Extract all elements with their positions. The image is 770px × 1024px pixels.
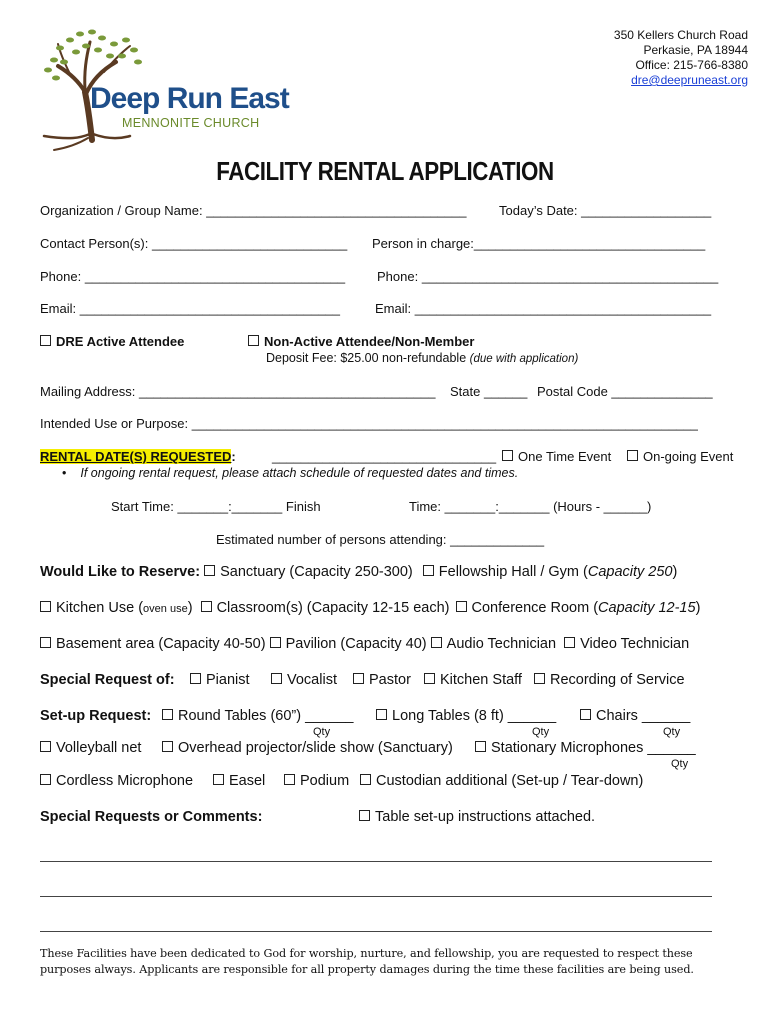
kitchen-paren: )	[187, 600, 193, 616]
comments-label: Special Requests or Comments:	[40, 809, 263, 825]
vocalist-option[interactable]	[271, 672, 337, 688]
deposit-fee	[266, 351, 578, 365]
conference-room-label: Conference Room (	[471, 600, 599, 616]
checkbox-icon[interactable]	[475, 741, 486, 752]
long-tables-label: Long Tables (8 ft) ______	[392, 708, 557, 724]
checkbox-icon[interactable]	[40, 741, 51, 752]
non-active-attendee-label: Non-Active Attendee/Non-Member	[264, 334, 475, 349]
email-link[interactable]: dre@deepruneast.org	[631, 73, 748, 87]
contact-field[interactable]: Contact Person(s): ___________________________	[40, 236, 348, 251]
basement-label: Basement area (Capacity 40-50)	[56, 636, 266, 652]
reserve-row-1	[40, 564, 677, 580]
non-active-attendee-option[interactable]	[248, 334, 474, 349]
comment-line-2[interactable]	[40, 896, 712, 897]
fellowship-hall-option[interactable]	[423, 564, 678, 580]
table-setup-option[interactable]	[359, 809, 595, 825]
finish-time-field[interactable]: Time: _______:_______ (Hours - ______)	[409, 499, 652, 514]
bullet-icon: •	[62, 466, 67, 480]
checkbox-icon[interactable]	[270, 637, 281, 648]
checkbox-icon[interactable]	[40, 637, 51, 648]
logo-name: Deep Run East	[90, 82, 289, 115]
rental-dates-colon: :	[231, 449, 236, 464]
rental-dates-field[interactable]: _______________________________	[272, 449, 497, 464]
logo-subtitle: MENNONITE CHURCH	[122, 116, 260, 130]
checkbox-icon[interactable]	[40, 601, 51, 612]
church-logo	[30, 22, 310, 152]
deposit-fee-text: Deposit Fee: $25.00 non-refundable	[266, 351, 467, 365]
cordless-mic-label: Cordless Microphone	[56, 773, 194, 789]
projector-option[interactable]	[162, 740, 453, 756]
projector-label: Overhead projector/slide show (Sanctuary)	[178, 740, 453, 756]
checkbox-icon[interactable]	[431, 637, 442, 648]
long-tables-option[interactable]	[376, 708, 556, 724]
volleyball-option[interactable]	[40, 740, 141, 756]
vocalist-label: Vocalist	[287, 672, 337, 688]
page-title: FACILITY RENTAL APPLICATION	[216, 156, 554, 186]
audio-technician-label: Audio Technician	[446, 636, 557, 652]
rental-dates-row	[40, 449, 236, 464]
stationary-mics-label: Stationary Microphones ______	[491, 740, 696, 756]
person-in-charge-field[interactable]: Person in charge:________________________________	[372, 236, 706, 251]
sanctuary-label: Sanctuary (Capacity 250-300)	[220, 564, 413, 580]
ongoing-note-text: If ongoing rental request, please attach schedule of requested dates and times.	[80, 466, 519, 480]
checkbox-icon[interactable]	[204, 565, 215, 576]
rental-dates-label: RENTAL DATE(S) REQUESTED	[40, 449, 232, 464]
setup-label	[40, 708, 151, 724]
setup-label-text: Set-up Request:	[40, 708, 152, 724]
comment-line-3[interactable]	[40, 931, 712, 932]
address-street: 350 Kellers Church Road	[613, 28, 748, 42]
round-tables-option[interactable]	[162, 708, 353, 724]
footer-notice: These Facilities have been dedicated to God for worship, nurture, and fellowship, you are requested to respect these purposes always. Applicants are responsible for all property damages during the time these facilities are being used.	[40, 947, 694, 976]
ongoing-event-label: On-going Event	[643, 449, 734, 464]
checkbox-icon[interactable]	[456, 601, 467, 612]
stationary-mics-option[interactable]	[475, 740, 696, 756]
checkbox-icon[interactable]	[162, 709, 173, 720]
pavilion-option[interactable]	[270, 636, 427, 652]
active-attendee-option[interactable]	[40, 334, 184, 349]
address-city: Perkasie, PA 18944	[643, 43, 748, 57]
custodian-option[interactable]	[360, 773, 643, 789]
comment-line-1[interactable]	[40, 861, 712, 862]
checkbox-icon[interactable]	[502, 450, 513, 461]
deposit-fee-note: (due with application)	[469, 353, 579, 365]
active-attendee-label: DRE Active Attendee	[56, 334, 185, 349]
fellowship-hall-paren: )	[672, 564, 678, 580]
checkbox-icon[interactable]	[162, 741, 173, 752]
easel-option[interactable]	[213, 773, 265, 789]
checkbox-icon[interactable]	[213, 774, 224, 785]
checkbox-icon[interactable]	[40, 335, 51, 346]
checkbox-icon[interactable]	[424, 673, 435, 684]
conference-room-option[interactable]	[456, 600, 701, 616]
chairs-option[interactable]	[580, 708, 690, 724]
volleyball-label: Volleyball net	[56, 740, 142, 756]
postal-code-field[interactable]: Postal Code ______________	[537, 384, 713, 399]
checkbox-icon[interactable]	[564, 637, 575, 648]
ongoing-event-option[interactable]	[627, 449, 733, 464]
kitchen-staff-option[interactable]	[424, 672, 522, 688]
video-technician-option[interactable]	[564, 636, 689, 652]
one-time-event-option[interactable]	[502, 449, 611, 464]
reserve-row-2	[40, 600, 700, 616]
conference-room-capacity: Capacity 12-15	[598, 600, 696, 616]
fellowship-hall-capacity: Capacity 250	[587, 564, 673, 580]
phone-field-1[interactable]: Phone: ____________________________________	[40, 269, 346, 284]
email-field-1[interactable]: Email: ____________________________________	[40, 301, 341, 316]
checkbox-icon[interactable]	[40, 774, 51, 785]
pianist-option[interactable]	[190, 672, 250, 688]
checkbox-icon[interactable]	[627, 450, 638, 461]
date-field[interactable]: Today’s Date: __________________	[499, 203, 712, 218]
sanctuary-option[interactable]	[204, 564, 413, 580]
reserve-label: Would Like to Reserve:	[40, 564, 201, 580]
qty-label: Qty	[532, 726, 550, 738]
pianist-label: Pianist	[206, 672, 250, 688]
pastor-option[interactable]	[353, 672, 411, 688]
checkbox-icon[interactable]	[359, 810, 370, 821]
kitchen-option[interactable]	[40, 600, 193, 616]
phone-field-2[interactable]: Phone: _________________________________________	[377, 269, 719, 284]
special-request-label-text: Special Request of:	[40, 672, 175, 688]
checkbox-icon[interactable]	[248, 335, 259, 346]
one-time-event-label: One Time Event	[518, 449, 612, 464]
podium-label: Podium	[300, 773, 350, 789]
kitchen-staff-label: Kitchen Staff	[440, 672, 522, 688]
org-field[interactable]: Organization / Group Name: ____________________________________	[40, 203, 467, 218]
round-tables-label: Round Tables (60”) ______	[178, 708, 354, 724]
intended-use-field[interactable]: Intended Use or Purpose: ______________________________________________________________________	[40, 416, 698, 431]
address-office: Office: 215-766-8380	[635, 58, 748, 72]
podium-option[interactable]	[284, 773, 349, 789]
classroom-label: Classroom(s) (Capacity 12-15 each)	[216, 600, 450, 616]
special-request-label	[40, 672, 175, 688]
cordless-mic-option[interactable]	[40, 773, 193, 789]
qty-label: Qty	[663, 726, 681, 738]
checkbox-icon[interactable]	[271, 673, 282, 684]
conference-room-paren: )	[695, 600, 701, 616]
qty-label: Qty	[671, 758, 689, 770]
audio-technician-option[interactable]	[431, 636, 556, 652]
checkbox-icon[interactable]	[423, 565, 434, 576]
basement-option[interactable]	[40, 636, 266, 652]
recording-label: Recording of Service	[550, 672, 685, 688]
qty-label: Qty	[313, 726, 331, 738]
checkbox-icon[interactable]	[580, 709, 591, 720]
checkbox-icon[interactable]	[190, 673, 201, 684]
reserve-row-3	[40, 636, 689, 652]
kitchen-note: oven use	[143, 603, 188, 615]
checkbox-icon[interactable]	[360, 774, 371, 785]
classroom-option[interactable]	[201, 600, 450, 616]
kitchen-label: Kitchen Use (	[56, 600, 144, 616]
checkbox-icon[interactable]	[534, 673, 545, 684]
ongoing-note	[62, 466, 518, 480]
state-field[interactable]: State ______	[450, 384, 528, 399]
table-setup-label: Table set-up instructions attached.	[375, 809, 596, 825]
checkbox-icon[interactable]	[353, 673, 364, 684]
easel-label: Easel	[229, 773, 266, 789]
estimated-persons-field[interactable]: Estimated number of persons attending: _____________	[216, 532, 545, 547]
church-address	[614, 28, 748, 88]
recording-option[interactable]	[534, 672, 685, 688]
mailing-address-field[interactable]: Mailing Address: _________________________________________	[40, 384, 436, 399]
checkbox-icon[interactable]	[376, 709, 387, 720]
pavilion-label: Pavilion (Capacity 40)	[285, 636, 427, 652]
checkbox-icon[interactable]	[201, 601, 212, 612]
pastor-label: Pastor	[369, 672, 411, 688]
checkbox-icon[interactable]	[284, 774, 295, 785]
start-time-field[interactable]: Start Time: _______:_______ Finish	[111, 499, 321, 514]
video-technician-label: Video Technician	[580, 636, 690, 652]
custodian-label: Custodian additional (Set-up / Tear-down)	[376, 773, 644, 789]
email-field-2[interactable]: Email: _________________________________________	[375, 301, 712, 316]
fellowship-hall-label: Fellowship Hall / Gym (	[438, 564, 588, 580]
chairs-label: Chairs ______	[596, 708, 691, 724]
